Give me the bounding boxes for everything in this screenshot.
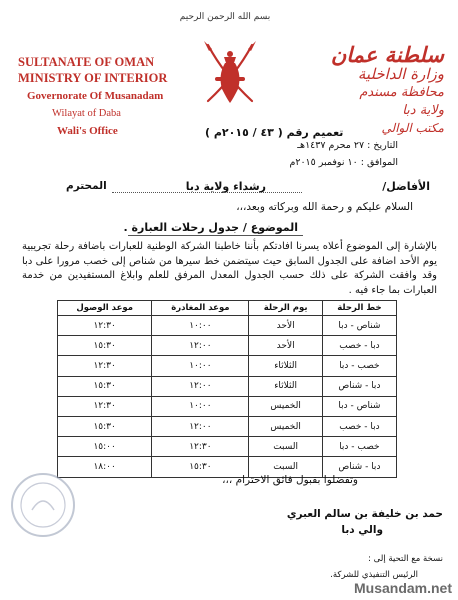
header-arrival: موعد الوصول	[58, 301, 152, 316]
cell-departure: ١٠:٠٠	[152, 316, 249, 336]
cell-day: السبت	[249, 437, 322, 457]
table-header-row	[58, 301, 397, 316]
body-paragraph: بالإشارة إلى الموضوع أعلاه يسرنا افادتكم بأننا خاطبنا الشركة الوطنية للعبارات باضافة رحلة تجريبية يوم الأحد اضافة على الجدول السابق حيث سيتضمن خط سيرها من شناص إلى خصب مرورا على دبا وقد وافقت الشركة على ذلك حسب الجدول المعدل المرفق للعلم وابلاغ المستفيدين من خدمة العبارات بما جاء فيه .	[22, 241, 437, 296]
cell-day: الأحد	[249, 336, 322, 356]
cell-arrival: ١٥:٣٠	[58, 336, 152, 356]
cell-departure: ١٥:٣٠	[152, 457, 249, 477]
signatory-title: والي دبا	[341, 524, 383, 536]
address-honorific: المحترم	[66, 180, 107, 192]
letterhead-english-sultanate: SULTANATE OF OMAN	[18, 55, 155, 69]
cell-route: خصب - دبا	[322, 356, 396, 376]
cell-day: الثلاثاء	[249, 356, 322, 376]
letterhead-english-governorate: Governorate Of Musanadam	[27, 90, 164, 102]
header-day: يوم الرحلة	[249, 301, 322, 316]
circular-number: تعميم رقم ( ٤٣ / ٢٠١٥م )	[205, 126, 344, 139]
oman-emblem-icon	[194, 35, 266, 115]
cell-route: شناص - دبا	[322, 396, 396, 416]
letterhead-arabic-ministry: وزارة الداخلية	[357, 65, 444, 83]
letterhead-arabic-governorate: محافظة مسندم	[359, 85, 444, 100]
cell-departure: ١٢:٠٠	[152, 336, 249, 356]
cell-arrival: ١٥:٣٠	[58, 416, 152, 436]
cell-day: الخميس	[249, 416, 322, 436]
date-hijri: التاريخ : ٢٧ محرم ١٤٣٧هـ	[297, 140, 398, 151]
header-departure: موعد المغادرة	[152, 301, 249, 316]
cell-route: دبا - شناص	[322, 457, 396, 477]
cell-departure: ١٢:٠٠	[152, 376, 249, 396]
date-gregorian: الموافق : ١٠ نوفمبر ٢٠١٥م	[289, 157, 398, 168]
cell-departure: ١٠:٠٠	[152, 356, 249, 376]
cell-day: الأحد	[249, 316, 322, 336]
cell-departure: ١٠:٠٠	[152, 396, 249, 416]
table-row	[58, 376, 397, 396]
subject: الموضوع / جدول رحلات العبارة .	[123, 221, 298, 234]
table-row	[58, 437, 397, 457]
cell-route: دبا - خصب	[322, 336, 396, 356]
address-dotted-line	[112, 192, 302, 193]
cell-route: شناص - دبا	[322, 316, 396, 336]
address-recipient: رشداء ولاية دبا	[185, 180, 266, 193]
ferry-schedule-table	[57, 300, 397, 478]
cell-arrival: ١٢:٣٠	[58, 396, 152, 416]
cell-arrival: ١٨:٠٠	[58, 457, 152, 477]
letterhead-arabic-sultanate: سلطنة عمان	[330, 42, 444, 67]
cell-arrival: ١٢:٣٠	[58, 356, 152, 376]
letterhead-english-wilayat: Wilayat of Daba	[52, 108, 121, 119]
letterhead-english-ministry: MINISTRY OF INTERIOR	[18, 71, 168, 85]
table-row	[58, 336, 397, 356]
cell-day: السبت	[249, 457, 322, 477]
cell-route: دبا - خصب	[322, 416, 396, 436]
cell-arrival: ١٥:٣٠	[58, 376, 152, 396]
copy-to-line: نسخة مع التحية إلى :	[368, 554, 443, 564]
cell-arrival: ١٥:٠٠	[58, 437, 152, 457]
cell-day: الثلاثاء	[249, 376, 322, 396]
letterhead-arabic-wilayat: ولاية دبا	[402, 103, 444, 118]
cell-arrival: ١٢:٣٠	[58, 316, 152, 336]
subject-underline	[128, 235, 303, 236]
greeting: السلام عليكم و رحمة الله وبركاته وبعد،،،	[236, 201, 413, 213]
cell-departure: ١٢:٠٠	[152, 416, 249, 436]
table-row	[58, 356, 397, 376]
official-stamp-icon	[8, 470, 78, 540]
letterhead-arabic-office: مكتب الوالي	[381, 121, 444, 135]
cell-day: الخميس	[249, 396, 322, 416]
signatory-name: حمد بن خليفة بن سالم العبري	[286, 508, 443, 520]
table-row	[58, 316, 397, 336]
cell-route: خصب - دبا	[322, 437, 396, 457]
bismillah: بسم الله الرحمن الرحيم	[179, 12, 271, 22]
cell-departure: ١٢:٣٠	[152, 437, 249, 457]
watermark: Musandam.net	[353, 580, 452, 596]
header-route: خط الرحلة	[322, 301, 396, 316]
address-label: الأفاضل/	[382, 180, 430, 193]
cell-route: دبا - شناص	[322, 376, 396, 396]
copy-recipient: الرئيس التنفيذي للشركة.	[330, 570, 418, 580]
table-row	[58, 396, 397, 416]
closing-line: وتفضلوا بقبول فائق الاحترام ،،،	[222, 474, 358, 486]
table-row	[58, 416, 397, 436]
letterhead-english-office: Wali's Office	[57, 125, 118, 137]
